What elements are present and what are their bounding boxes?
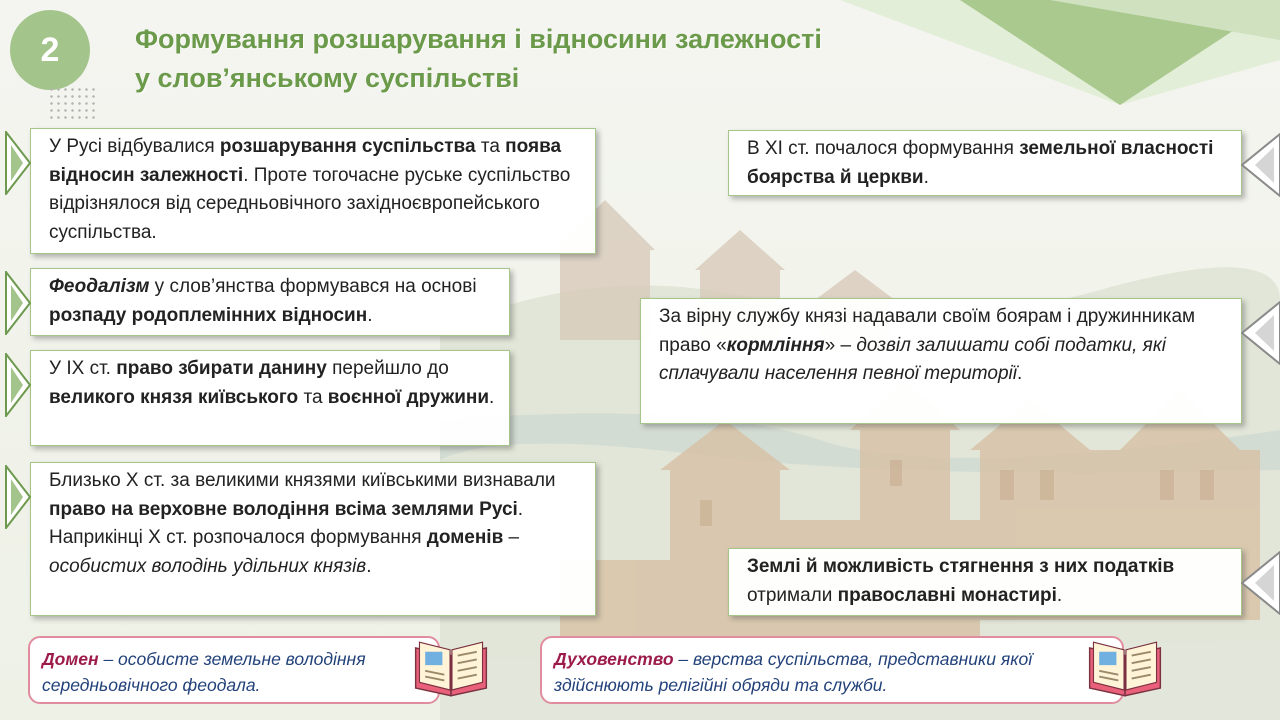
definition-term: Духовенство (554, 649, 674, 669)
info-card-left-1: У Русі відбувалися розшарування суспільства та поява відносин залежності. Проте тогочасне руське суспільство відрізнялося від середньовічного західноєвропейського суспільства. (30, 128, 596, 254)
triangle-arrow-left-icon (1241, 551, 1280, 615)
title-line-1: Формування розшарування і відносини залежності (135, 24, 822, 54)
info-card-left-2: Феодалізм у слов’янства формувався на основі розпаду родоплемінних відносин. (30, 268, 510, 336)
info-card-right-3: Землі й можливість стягнення з них податків отримали православні монастирі. (728, 548, 1242, 616)
dot-pattern-decoration (48, 86, 98, 122)
open-book-icon (408, 634, 494, 702)
info-card-right-2: За вірну службу князі надавали своїм боярам і дружинникам право «кормління» – дозвіл залишати собі податки, які сплачували населення певної території. (640, 298, 1242, 424)
triangle-arrow-left-icon (1241, 301, 1280, 365)
definition-term: Домен (42, 649, 99, 669)
slide-number-badge (10, 10, 90, 90)
open-book-icon (1082, 634, 1168, 702)
triangle-arrow-right-icon (5, 271, 31, 335)
definition-text: – верства суспільства, представники якої здійснюють релігійні обряди та служби. (554, 649, 1033, 695)
info-card-left-3: У IX ст. право збирати данину перейшло до великого князя київського та воєнної дружини. (30, 350, 510, 446)
info-card-left-4: Близько X ст. за великими князями київськими визнавали право на верховне володіння всіма землями Русі. Наприкінці X ст. розпочалося формування доменів – особистих володінь удільних князів. (30, 462, 596, 616)
triangle-arrow-left-icon (1241, 133, 1280, 197)
triangle-arrow-right-icon (5, 131, 31, 195)
triangle-arrow-right-icon (5, 465, 31, 529)
title-line-2: у слов’янському суспільстві (135, 63, 520, 93)
slide-number: 2 (40, 30, 60, 69)
page-title (135, 20, 935, 98)
info-card-right-1: В XI ст. почалося формування земельної власності боярства й церкви. (728, 130, 1242, 196)
definition-domain (28, 636, 440, 704)
triangle-arrow-right-icon (5, 353, 31, 417)
definition-text: – особисте земельне володіння середньовічного феодала. (42, 649, 366, 695)
definition-clergy (540, 636, 1124, 704)
